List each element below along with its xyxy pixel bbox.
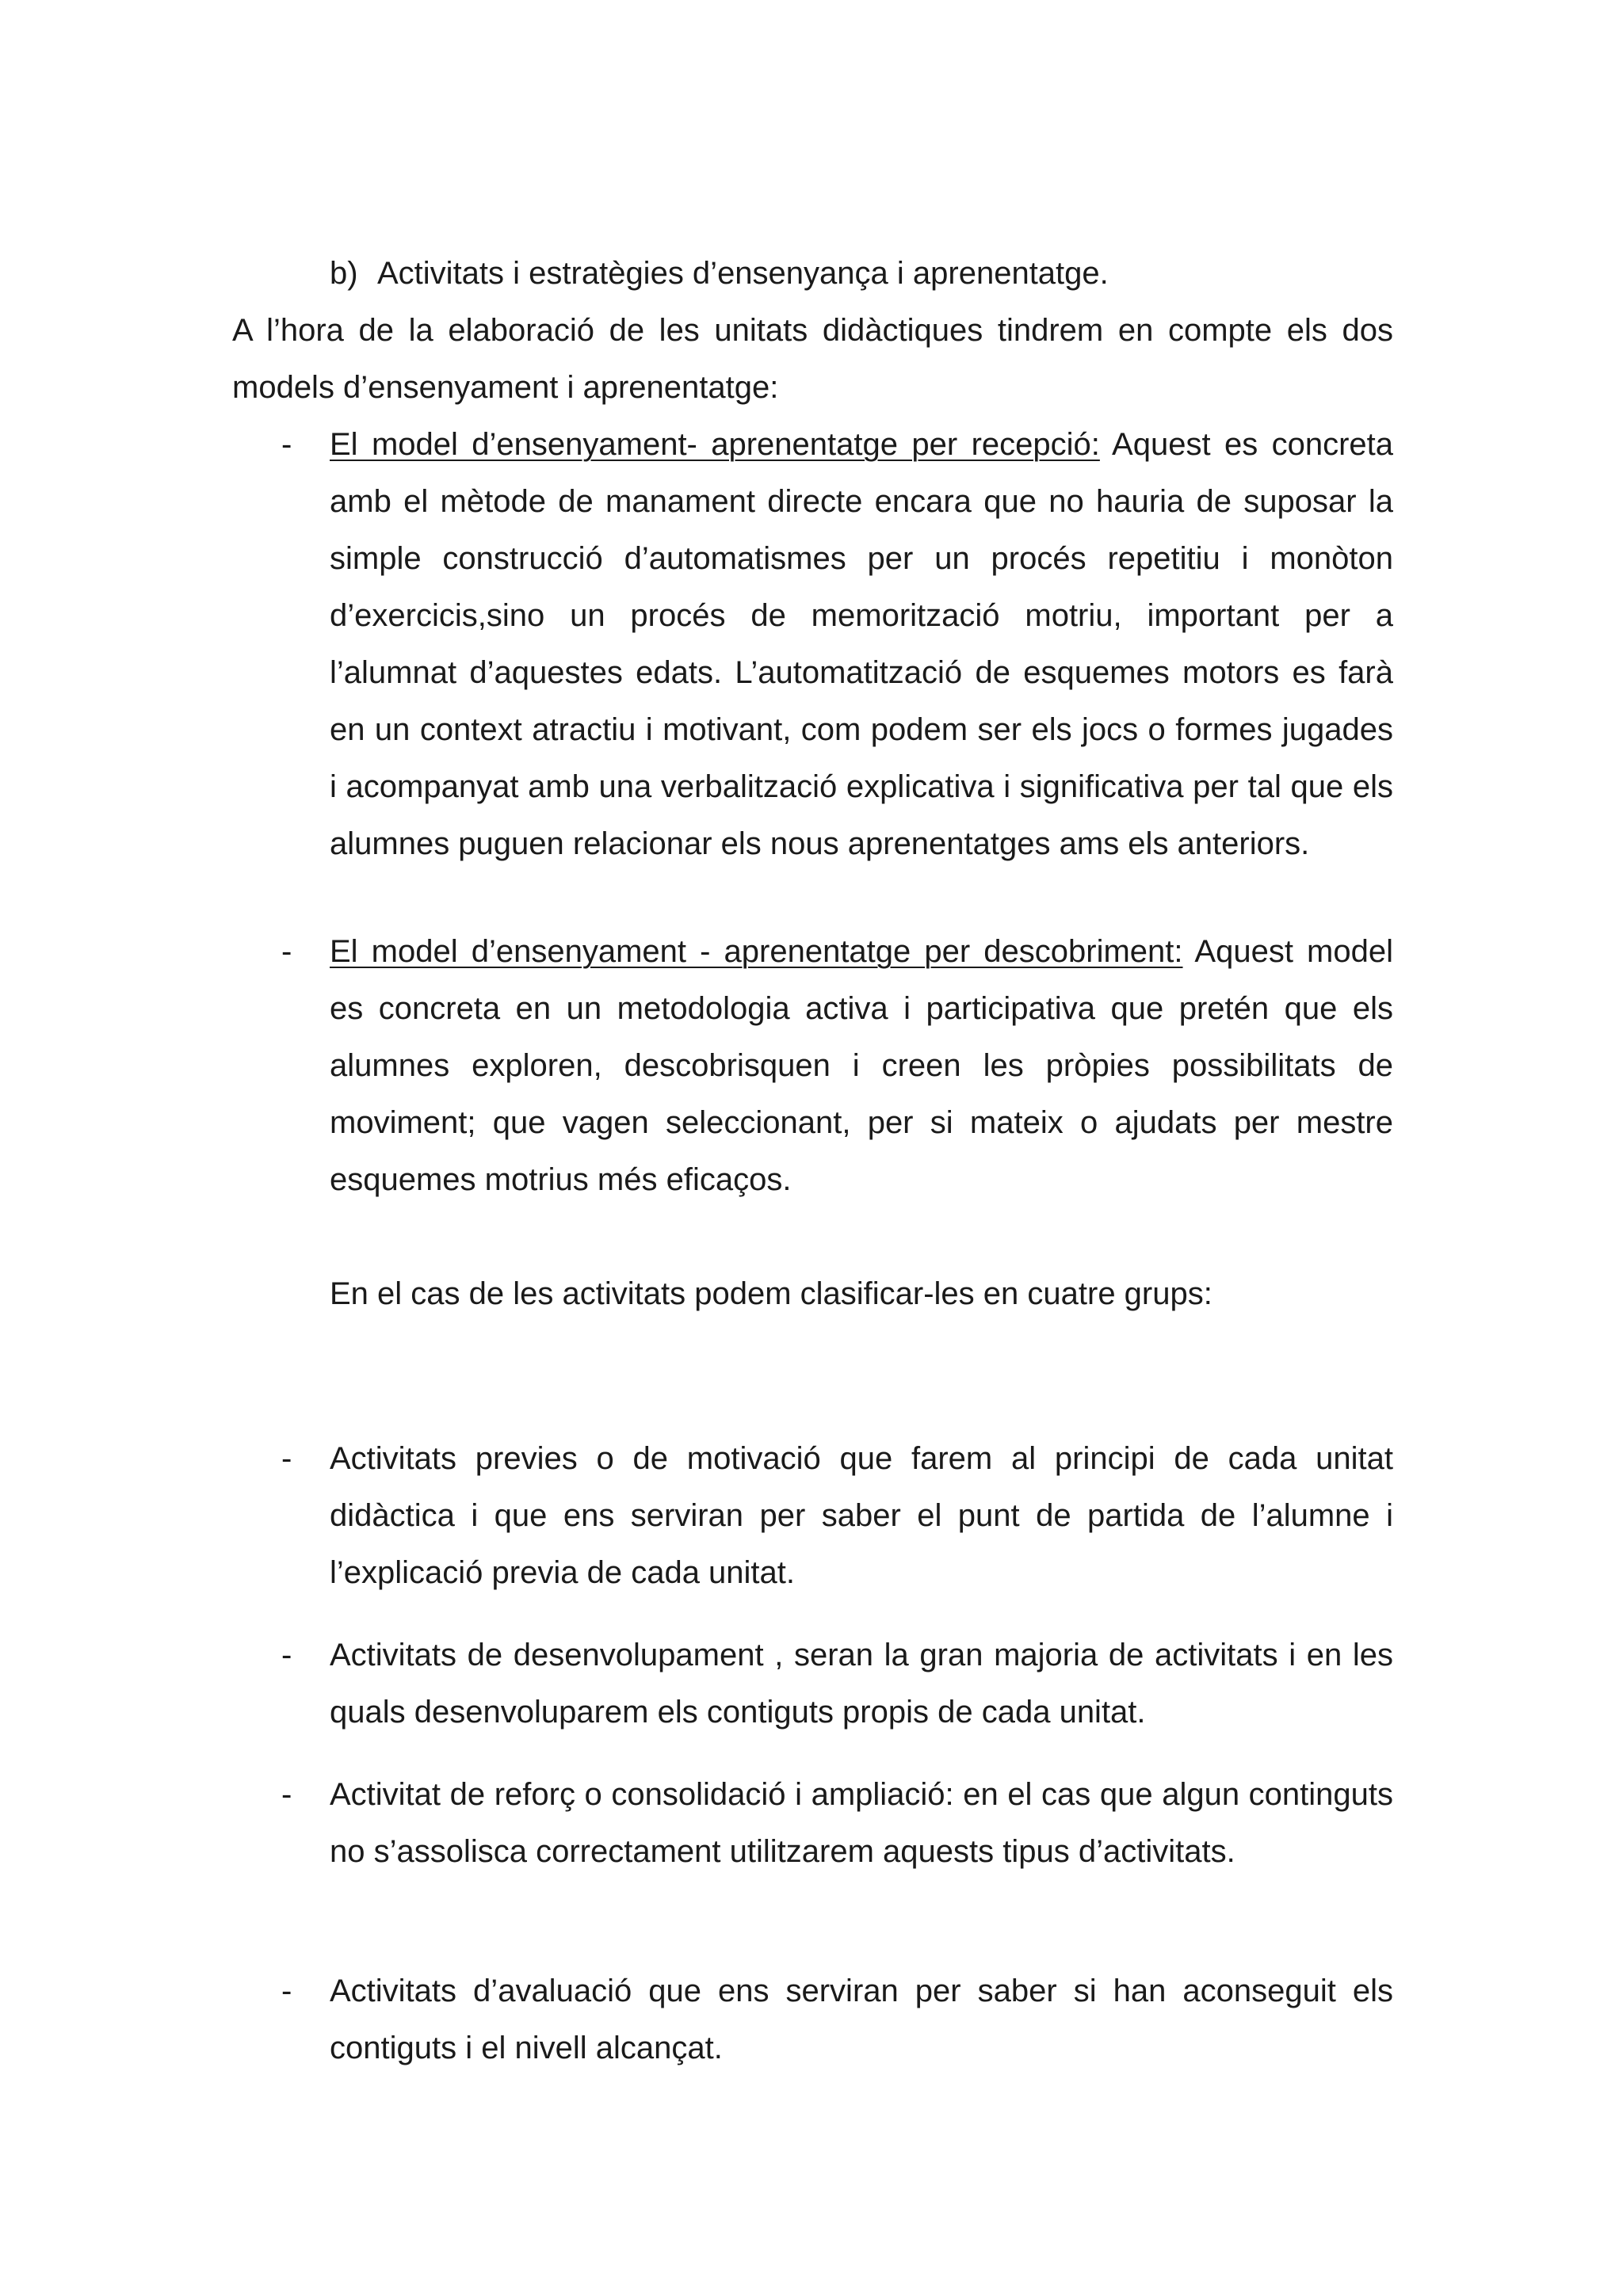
groups-intro-paragraph: En el cas de les activitats podem clasificar-les en cuatre grups: [330,1276,1212,1311]
list-dash: - [281,934,292,969]
heading-marker: b) [330,256,358,291]
activity-text: Activitat de reforç o consolidació i ampliació: en el cas que algun continguts no s’assolisca correctament utilitzarem aquests tipus d’activitats. [330,1777,1393,1869]
list-dash: - [281,1777,292,1812]
activity-text: Activitats previes o de motivació que farem al principi de cada unitat didàctica i que ens serviran per saber el punt de partida de l’alumne i l’explicació previa de cada unitat. [330,1441,1393,1590]
model-body: Aquest es concreta amb el mètode de manament directe encara que no hauria de suposar la simple construcció d’automatismes per un procés repetitiu i monòton d’exercicis,sino un procés de memorització motriu, important per a l’alumnat d’aquestes edats. L’automatització de esquemes motors es farà en un context atractiu i motivant, com podem ser els jocs o formes jugades i acompanyat amb una verbalització explicativa i significativa per tal que els alumnes puguen relacionar els nous aprenentatges ams els anteriors. [330,427,1393,861]
model-title: El model d’ensenyament- aprenentatge per recepció: [330,427,1100,462]
heading-text: Activitats i estratègies d’ensenyança i aprenentatge. [377,256,1109,291]
model-item-descobriment [232,923,1393,1208]
activity-item-avaluacio [232,1962,1393,2077]
activity-item-reforc [232,1766,1393,1880]
activity-text: Activitats d’avaluació que ens serviran per saber si han aconseguit els contiguts i el nivell alcançat. [330,1974,1393,2065]
model-body: Aquest model es concreta en un metodologia activa i participativa que pretén que els alumnes exploren, descobrisquen i creen les pròpies possibilitats de moviment; que vagen seleccionant, per si mateix o ajudats per mestre esquemes motrius més eficaços. [330,934,1393,1197]
activity-text: Activitats de desenvolupament , seran la gran majoria de activitats i en les quals desenvoluparem els contiguts propis de cada unitat. [330,1638,1393,1730]
model-text [330,923,1393,1208]
list-dash: - [281,1638,292,1672]
list-dash: - [281,1974,292,2008]
model-title: El model d’ensenyament - aprenentatge per descobriment: [330,934,1183,969]
list-dash: - [281,427,292,462]
list-dash: - [281,1441,292,1476]
section-heading [330,245,1400,302]
intro-paragraph: A l’hora de la elaboració de les unitats didàctiques tindrem en compte els dos models d’ensenyament i aprenentatge: [232,313,1393,405]
activity-item-desenvolupament [232,1627,1393,1741]
activity-item-previes [232,1430,1393,1601]
model-item-recepcio [232,416,1393,872]
model-text [330,416,1393,872]
